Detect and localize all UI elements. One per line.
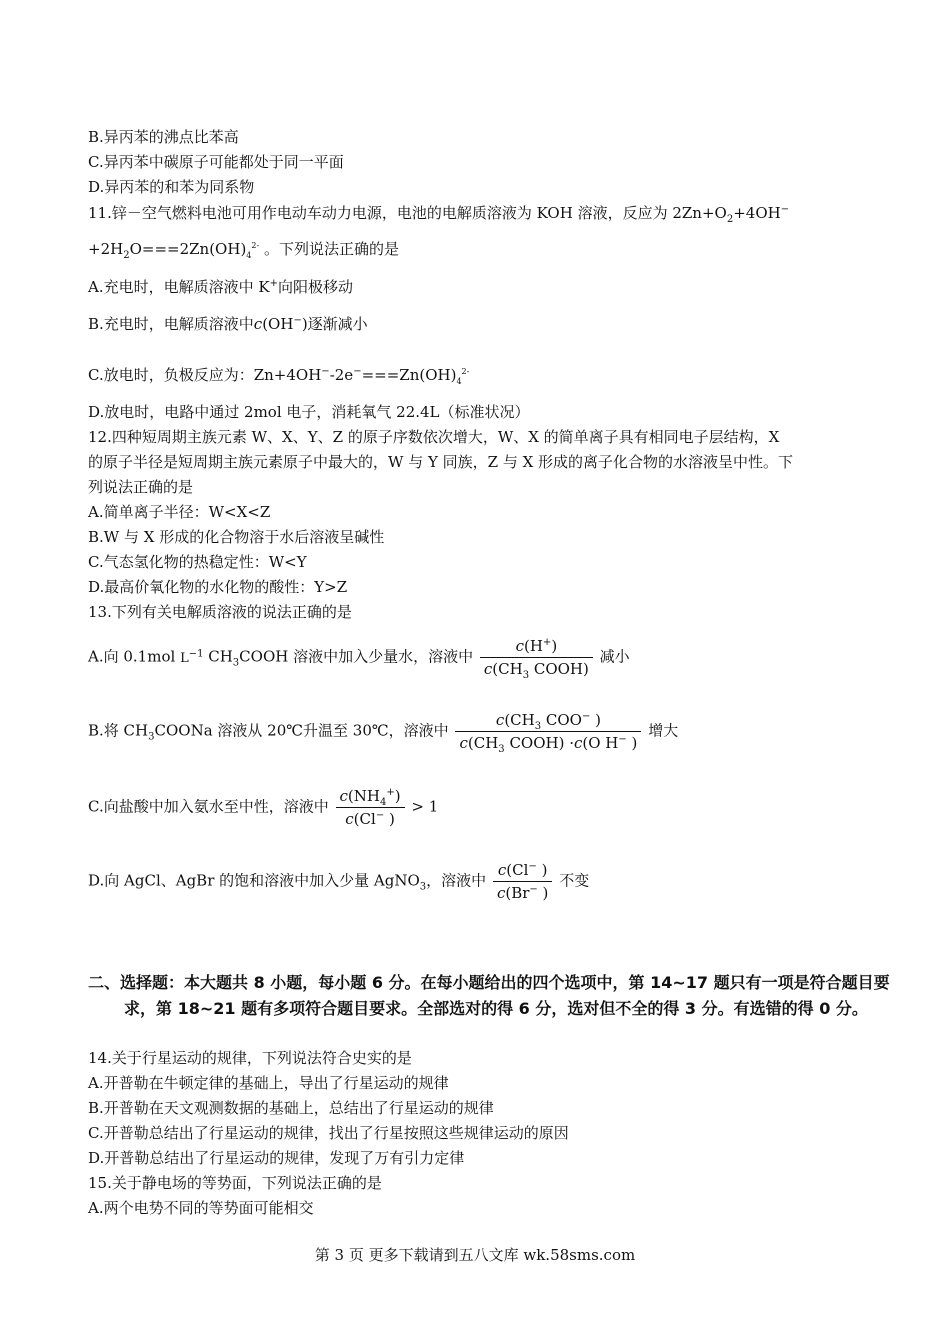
question-14: 14.关于行星运动的规律，下列说法符合史实的是	[88, 1049, 412, 1067]
option-13d: D.向 AgCl、AgBr 的饱和溶液中加入少量 AgNO$_3$，溶液中 $\frac{c(Cl^- )}{c(Br^- )}$ 不变	[88, 861, 590, 902]
option-10b: B.异丙苯的沸点比苯高	[88, 128, 239, 146]
option-14b: B.开普勒在天文观测数据的基础上，总结出了行星运动的规律	[88, 1099, 494, 1117]
option-12b: B.W 与 X 形成的化合物溶于水后溶液呈碱性	[88, 528, 385, 546]
fraction-h-over-ch3cooh: $\frac{c(H^+)}{c(CH_3 COOH)}$	[480, 636, 593, 679]
option-15a: A.两个电势不同的等势面可能相交	[88, 1199, 314, 1217]
question-12-line-3: 列说法正确的是	[88, 478, 194, 496]
question-12-line-1: 12.四种短周期主族元素 W、X、Y、Z 的原子序数依次增大，W、X 的简单离子具有相同电子层结构，X	[88, 428, 780, 446]
question-11-line-1: 11.锌－空气燃料电池可用作电动车动力电源，电池的电解质溶液为 KOH 溶液，反应为 $2Zn+O_2+4OH^-$	[88, 204, 790, 225]
option-11b: B.充电时，电解质溶液中c(OH−)逐渐减小	[88, 315, 368, 333]
option-13b: B.将 $CH_3COONa$ 溶液从 20℃升温至 30℃，溶液中 $\frac{c(CH_3 COO^- )}{c(CH_3 COOH) \cdot c(O H^- )}$ 增大	[88, 711, 679, 755]
question-11-line-2: $+2H_2O===2Zn(OH)_4^{2-}$ 。下列说法正确的是	[88, 240, 399, 261]
option-14d: D.开普勒总结出了行星运动的规律，发现了万有引力定律	[88, 1149, 465, 1167]
question-13: 13.下列有关电解质溶液的说法正确的是	[88, 603, 352, 621]
option-12a: A.简单离子半径：W<X<Z	[88, 503, 271, 521]
option-10c: C.异丙苯中碳原子可能都处于同一平面	[88, 153, 344, 171]
page-footer: 第 3 页 更多下载请到五八文库 wk.58sms.com	[314, 1246, 636, 1264]
option-12c: C.气态氢化物的热稳定性：W<Y	[88, 553, 307, 571]
question-12-line-2: 的原子半径是短周期主族元素原子中最大的，W 与 Y 同族，Z 与 X 形成的离子化合物的水溶液呈中性。下	[88, 453, 794, 471]
fraction-nh4-over-cl: $\frac{c(NH_4^+)}{c(Cl^- )}$	[336, 786, 405, 829]
option-10d: D.异丙苯的和苯为同系物	[88, 178, 255, 196]
option-13a: A.向 0.1mol $L^{-1}$ $CH_3COOH$ 溶液中加入少量水，溶液中 $\frac{c(H^+)}{c(CH_3 COOH)}$ 减小	[88, 637, 630, 681]
option-11c: C.放电时，负极反应为：$Zn+4OH^--2e^-===Zn(OH)_4^{2-}$	[88, 366, 470, 386]
option-12d: D.最高价氧化物的水化物的酸性：Y>Z	[88, 578, 348, 596]
section-heading: 二、选择题：本大题共 8 小题，每小题 6 分。在每小题给出的四个选项中，第 14~17 题只有一项是符合题目要求，第 18~21 题有多项符合题目要求。全部选对的得 6 分，选对但不全的得 3 分。有选错的得 0 分。	[88, 973, 890, 1018]
question-15: 15.关于静电场的等势面，下列说法正确的是	[88, 1174, 382, 1192]
fraction-cl-over-br: $\frac{c(Cl^- )}{c(Br^- )}$	[493, 860, 552, 903]
option-11d: D.放电时，电路中通过 2mol 电子，消耗氧气 22.4L（标准状况）	[88, 403, 530, 421]
option-14a: A.开普勒在牛顿定律的基础上，导出了行星运动的规律	[88, 1074, 449, 1092]
option-13c: C.向盐酸中加入氨水至中性，溶液中 $\frac{c(NH_4^+)}{c(Cl^- )}$ > 1	[88, 787, 439, 828]
fraction-acetate-ratio: $\frac{c(CH_3 COO^- )}{c(CH_3 COOH) \cdot c(O H^- )}$	[455, 710, 641, 753]
option-11a: A.充电时，电解质溶液中 K+向阳极移动	[88, 278, 353, 296]
option-14c: C.开普勒总结出了行星运动的规律，找出了行星按照这些规律运动的原因	[88, 1124, 569, 1142]
